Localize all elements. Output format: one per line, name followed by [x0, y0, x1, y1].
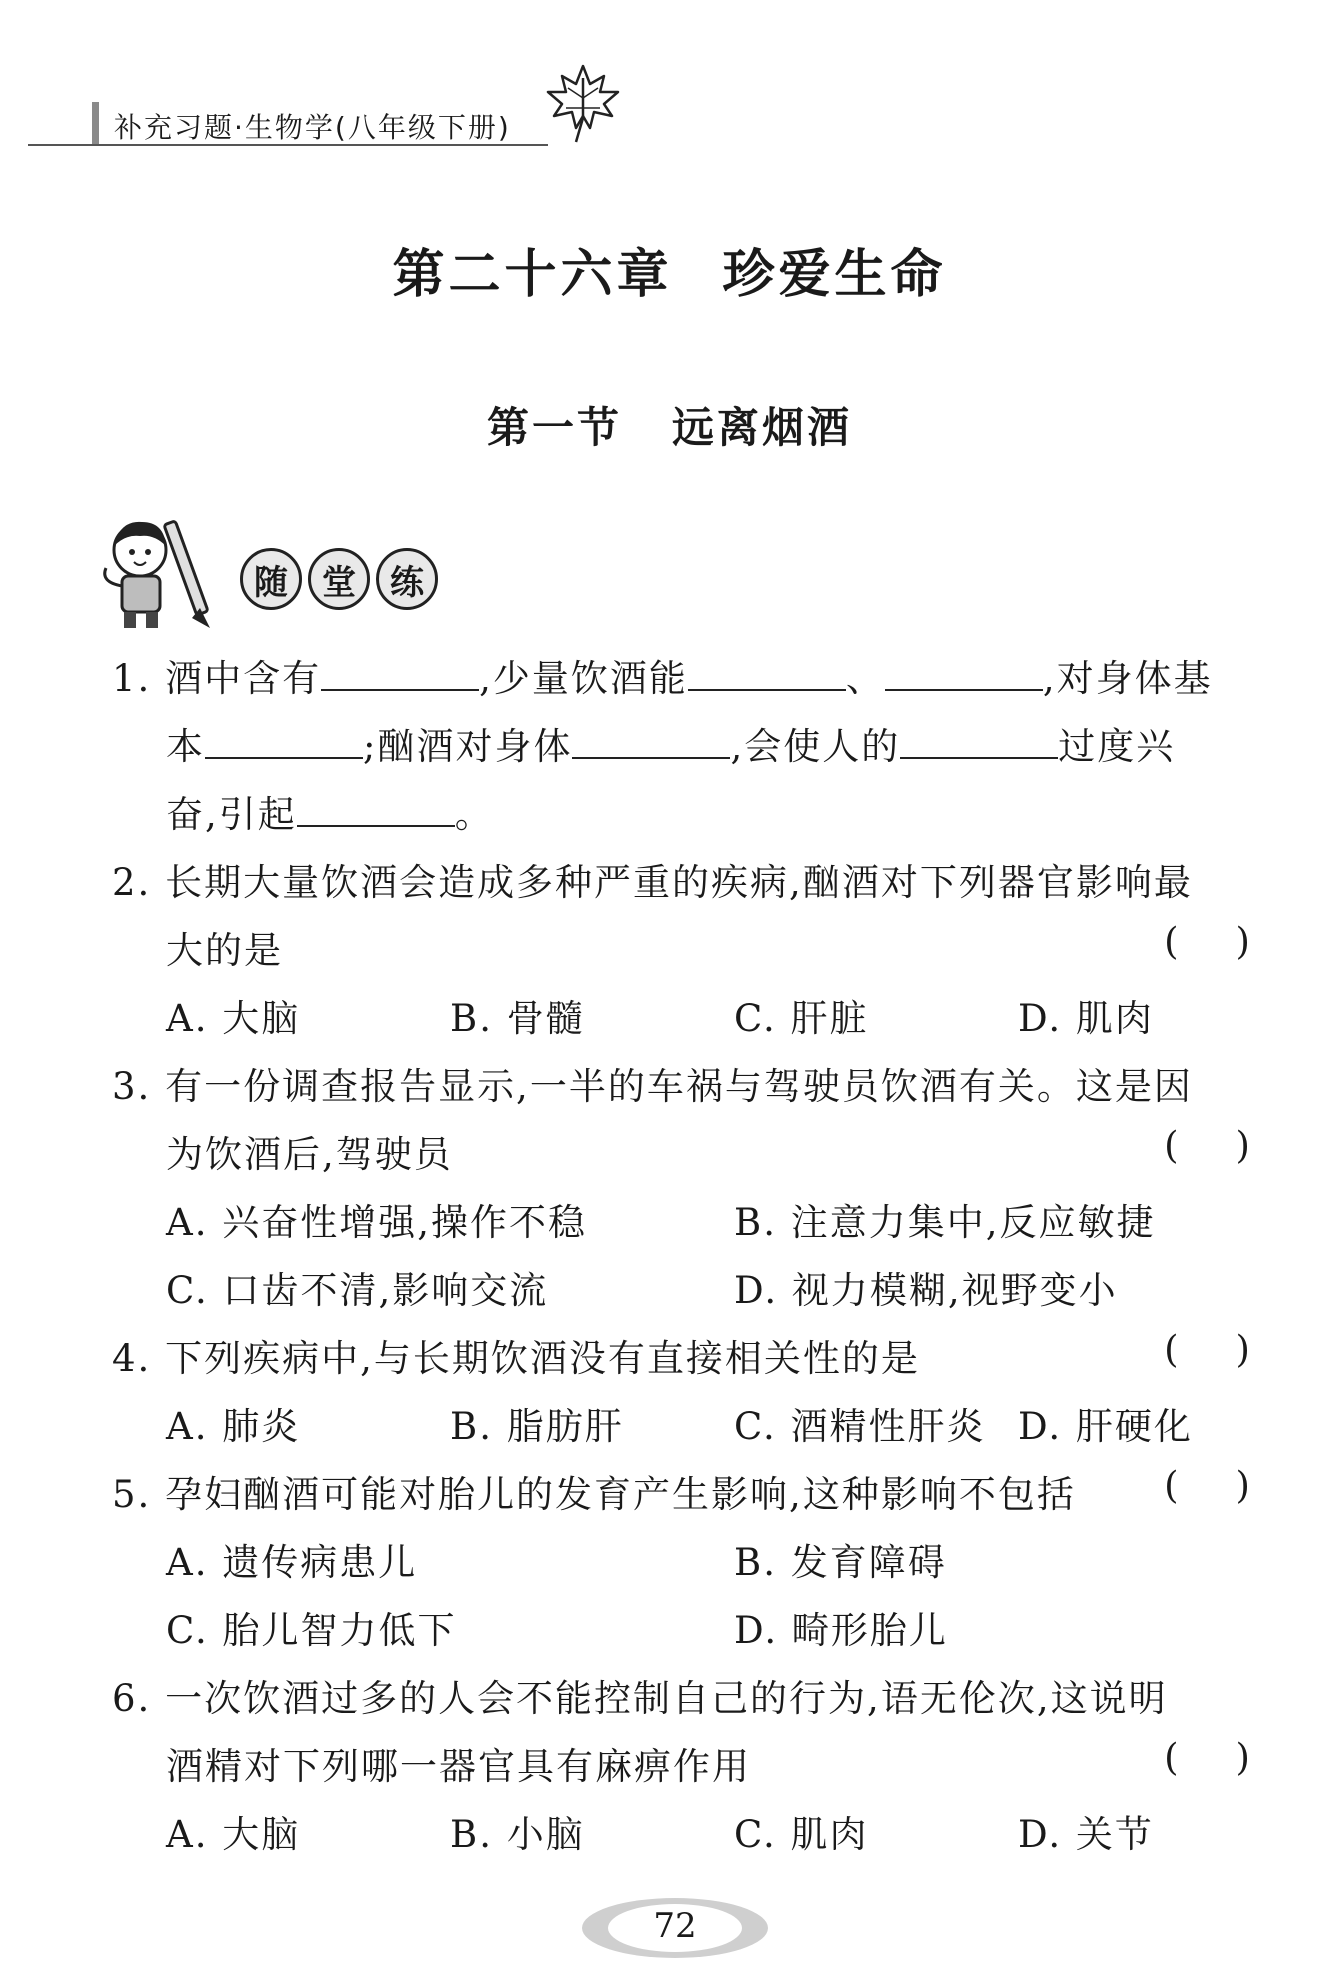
option[interactable]: D. 视力模糊,视野变小	[734, 1269, 1118, 1312]
option[interactable]: B. 脂肪肝	[450, 1405, 624, 1448]
q4-stem: 4. 下列疾病中,与长期饮酒没有直接相关性的是	[112, 1337, 920, 1380]
badge-char: 堂	[308, 548, 370, 610]
badge-char: 练	[376, 548, 438, 610]
answer-paren[interactable]: ( )	[1164, 920, 1252, 963]
option[interactable]: C. 肝脏	[734, 997, 869, 1040]
answer-paren[interactable]: ( )	[1164, 1464, 1252, 1507]
q3-stem-cont: 为饮酒后,驾驶员	[166, 1133, 453, 1176]
q1-line2	[166, 716, 1175, 770]
q2-stem-cont: 大的是	[166, 929, 283, 972]
q1-text: 本	[166, 725, 205, 768]
practice-heading	[92, 512, 452, 632]
option[interactable]: C. 酒精性肝炎	[734, 1405, 986, 1448]
fill-blank[interactable]	[321, 688, 479, 691]
section-title	[0, 395, 1339, 455]
q1-text: 、	[845, 657, 885, 700]
q3-stem: 3. 有一份调查报告显示,一半的车祸与驾驶员饮酒有关。这是因	[112, 1065, 1193, 1108]
answer-paren[interactable]: ( )	[1164, 1328, 1252, 1371]
q1-text: ,会使人的	[730, 725, 901, 768]
running-header	[28, 58, 588, 148]
fill-blank[interactable]	[900, 756, 1058, 759]
header-bar	[92, 102, 99, 144]
header-rule	[28, 144, 548, 146]
option[interactable]: B. 注意力集中,反应敏捷	[734, 1201, 1156, 1244]
q1-line3	[166, 784, 494, 838]
option[interactable]: C. 口齿不清,影响交流	[166, 1269, 549, 1312]
answer-paren[interactable]: ( )	[1164, 1736, 1252, 1779]
option[interactable]: A. 遗传病患儿	[166, 1541, 418, 1584]
section-number: 第一节	[486, 403, 622, 452]
option[interactable]: D. 肌肉	[1018, 997, 1154, 1040]
student-with-pencil-icon	[92, 512, 222, 632]
q2-stem: 2. 长期大量饮酒会造成多种严重的疾病,酗酒对下列器官影响最	[112, 861, 1193, 904]
fill-blank[interactable]	[688, 688, 846, 691]
option[interactable]: A. 肺炎	[166, 1405, 301, 1448]
section-name: 远离烟酒	[672, 403, 853, 452]
fill-blank[interactable]	[205, 756, 363, 759]
q1-text: ,对身体基	[1042, 657, 1213, 700]
option[interactable]: B. 发育障碍	[734, 1541, 947, 1584]
running-title: 补充习题·生物学(八年级下册)	[114, 111, 511, 144]
q1-text: 奋,引起	[166, 793, 297, 836]
option[interactable]: D. 关节	[1018, 1813, 1154, 1856]
maple-leaf-icon	[538, 58, 628, 148]
q1-text: ;酗酒对身体	[363, 725, 573, 768]
q5-stem: 5. 孕妇酗酒可能对胎儿的发育产生影响,这种影响不包括	[112, 1473, 1076, 1516]
answer-paren[interactable]: ( )	[1164, 1124, 1252, 1167]
q6-stem-cont: 酒精对下列哪一器官具有麻痹作用	[166, 1745, 751, 1788]
chapter-name: 珍爱生命	[722, 245, 947, 305]
fill-blank[interactable]	[572, 756, 730, 759]
option[interactable]: D. 肝硬化	[1018, 1405, 1193, 1448]
chapter-title	[0, 232, 1339, 307]
q1-text: 过度兴	[1058, 725, 1176, 768]
option[interactable]: D. 畸形胎儿	[734, 1609, 948, 1652]
q1-line1	[112, 648, 1213, 702]
page-number-badge	[582, 1898, 768, 1958]
q6-stem: 6. 一次饮酒过多的人会不能控制自己的行为,语无伦次,这说明	[112, 1677, 1168, 1720]
option[interactable]: B. 骨髓	[450, 997, 585, 1040]
q1-text: 。	[454, 793, 494, 836]
q1-text: ,少量饮酒能	[479, 657, 688, 700]
option[interactable]: A. 大脑	[166, 1813, 301, 1856]
option[interactable]: C. 肌肉	[734, 1813, 869, 1856]
chapter-number: 第二十六章	[392, 245, 673, 305]
page-number: 72	[653, 1906, 697, 1946]
option[interactable]: A. 兴奋性增强,操作不稳	[166, 1201, 588, 1244]
option[interactable]: C. 胎儿智力低下	[166, 1609, 457, 1652]
fill-blank[interactable]	[297, 824, 455, 827]
option[interactable]: A. 大脑	[166, 997, 301, 1040]
q1-text: 1. 酒中含有	[112, 657, 322, 700]
fill-blank[interactable]	[885, 688, 1043, 691]
badge-char: 随	[240, 548, 302, 610]
option[interactable]: B. 小脑	[450, 1813, 585, 1856]
